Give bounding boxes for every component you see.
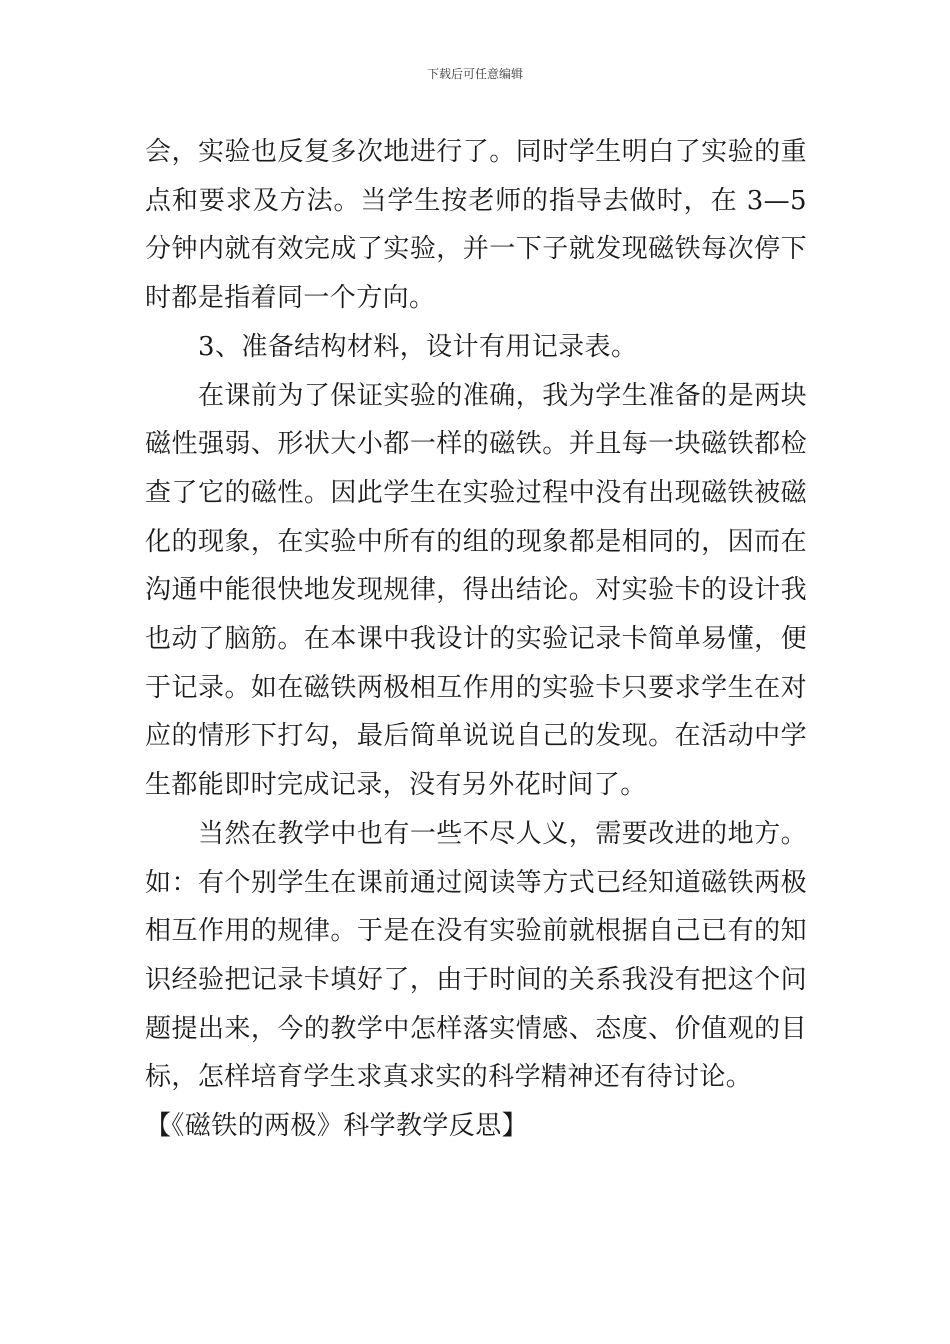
- paragraph-improvements: 当然在教学中也有一些不尽人义，需要改进的地方。如：有个别学生在课前通过阅读等方式已经知道磁铁两极相互作用的规律。于是在没有实验前就根据自己已有的知识经验把记录卡填好了，由于时间的关系我没有把这个问题提出来，今的教学中怎样落实情感、态度、价值观的目标，怎样培育学生求真求实的科学精神还有待讨论。: [145, 818, 807, 1093]
- paragraph-materials: 在课前为了保证实验的准确，我为学生准备的是两块磁性强弱、形状大小都一样的磁铁。并且每一块磁铁都检查了它的磁性。因此学生在实验过程中没有出现磁铁被磁化的现象，在实验中所有的组的现象都是相同的，因而在沟通中能很快地发现规律，得出结论。对实验卡的设计我也动了脑筋。在本课中我设计的实验记录卡简单易懂，便于记录。如在磁铁两极相互作用的实验卡只要求学生在对应的情形下打勾，最后简单说说自己的发现。在活动中学生都能即时完成记录，没有另外花时间了。: [145, 380, 807, 801]
- page-header: 下载后可任意编辑: [426, 67, 523, 81]
- document-body: [145, 128, 807, 1151]
- document-title-bracketed: 【《磁铁的两极》科学教学反思】: [145, 1111, 529, 1142]
- section-heading-3: 3、准备结构材料，设计有用记录表。: [198, 331, 638, 362]
- paragraph-continuation: 会，实验也反复多次地进行了。同时学生明白了实验的重点和要求及方法。当学生按老师的指导去做时，在 3—5 分钟内就有效完成了实验，并一下子就发现磁铁每次停下时都是指着同一个方向。: [145, 137, 807, 314]
